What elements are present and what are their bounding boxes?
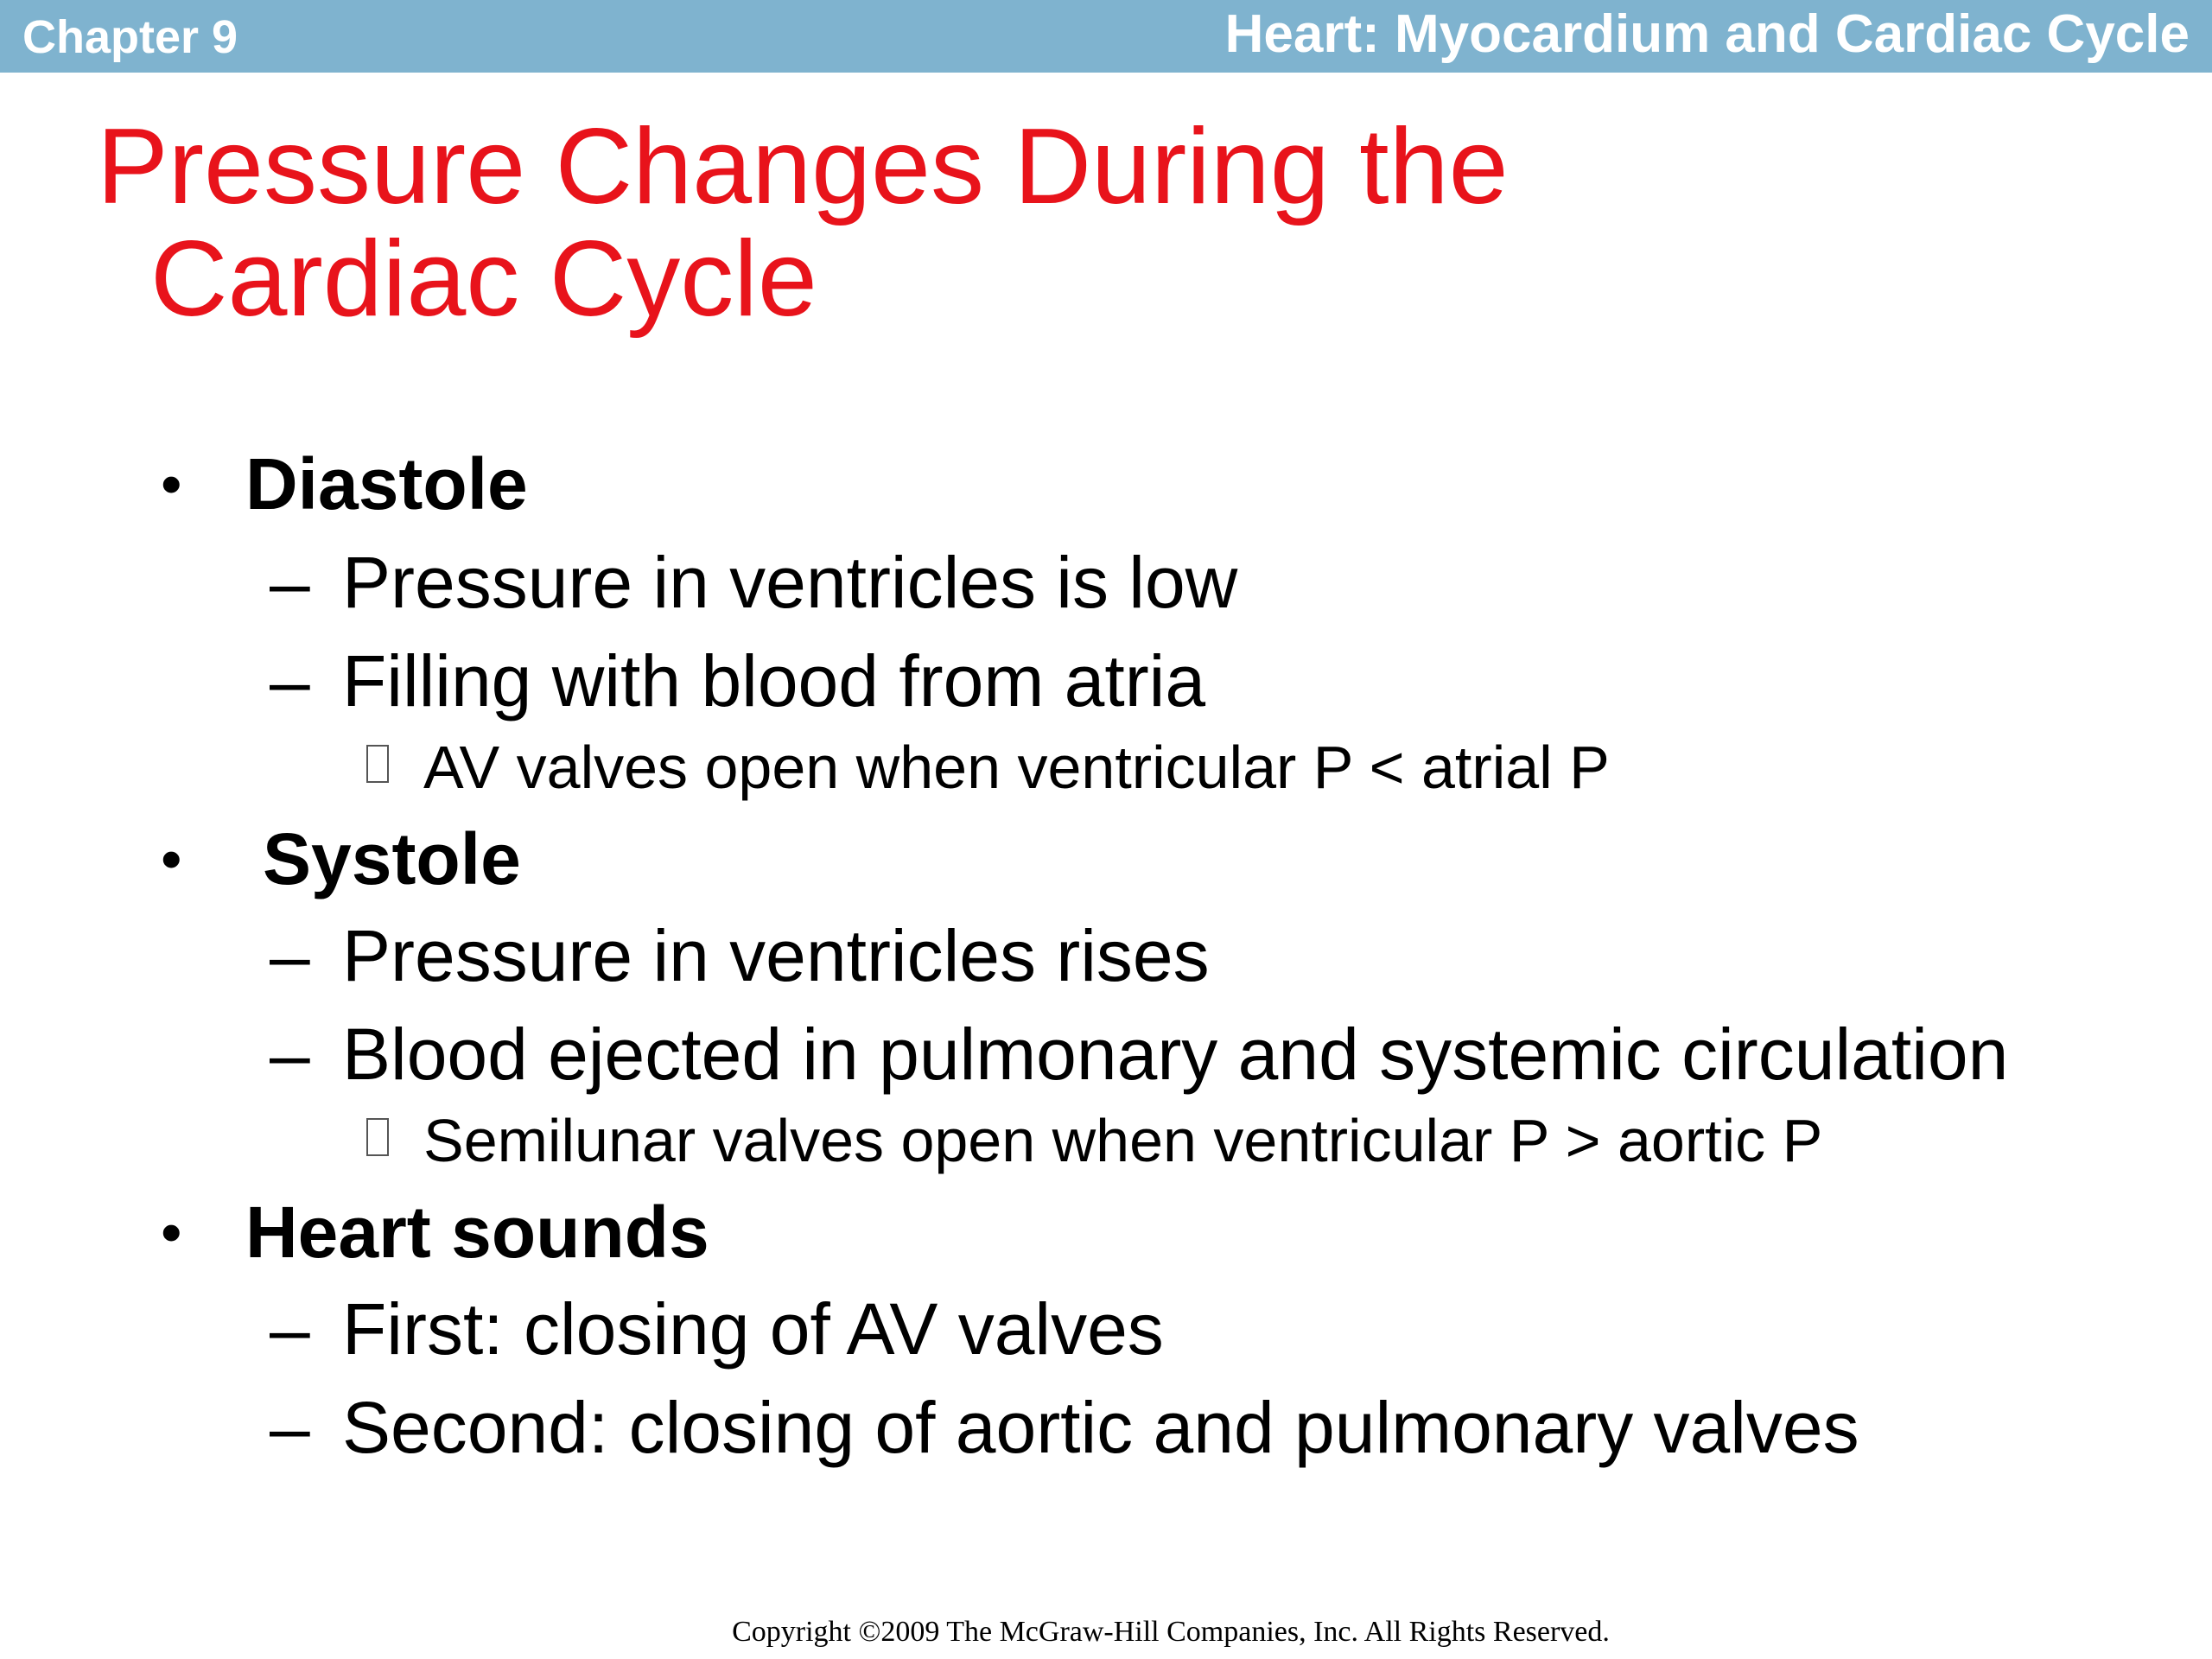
bullet-dot-icon: • — [161, 1198, 182, 1266]
slide-title — [97, 107, 2084, 339]
slide-title-line-1: Pressure Changes During the — [97, 107, 1509, 226]
copyright-notice: Copyright ©2009 The McGraw-Hill Companies, Inc. All Rights Reserved. — [732, 1616, 1610, 1648]
square-bullet-icon — [366, 745, 389, 783]
header-bar — [0, 0, 2212, 73]
subitem-text: Pressure in ventricles rises — [342, 915, 1210, 996]
bullet-label: Systole — [263, 818, 521, 899]
subitem-text: Blood ejected in pulmonary and systemic circulation — [342, 1014, 2009, 1095]
detail-text: Semilunar valves open when ventricular P > aortic P — [423, 1107, 1823, 1174]
dash-icon: – — [270, 915, 310, 996]
chapter-label: Chapter 9 — [22, 11, 238, 63]
bullet-label: Heart sounds — [245, 1192, 709, 1273]
subitem-text: Pressure in ventricles is low — [342, 542, 1238, 623]
bullet-dot-icon: • — [161, 825, 182, 893]
dash-icon: – — [270, 542, 310, 623]
subitem-text: Second: closing of aortic and pulmonary valves — [342, 1387, 1859, 1468]
bullet-dot-icon: • — [161, 450, 182, 518]
square-bullet-icon — [366, 1118, 389, 1156]
dash-icon: – — [270, 1288, 310, 1370]
subitem-text: First: closing of AV valves — [342, 1288, 1164, 1370]
bullet-label: Diastole — [245, 443, 528, 524]
subitem-text: Filling with blood from atria — [342, 640, 1206, 721]
detail-text: AV valves open when ventricular P < atrial P — [423, 734, 1610, 801]
dash-icon: – — [270, 1014, 310, 1095]
slide-title-line-2: Cardiac Cycle — [150, 219, 817, 339]
header-title: Heart: Myocardium and Cardiac Cycle — [1224, 4, 2190, 64]
dash-icon: – — [270, 1387, 310, 1468]
dash-icon: – — [270, 640, 310, 721]
